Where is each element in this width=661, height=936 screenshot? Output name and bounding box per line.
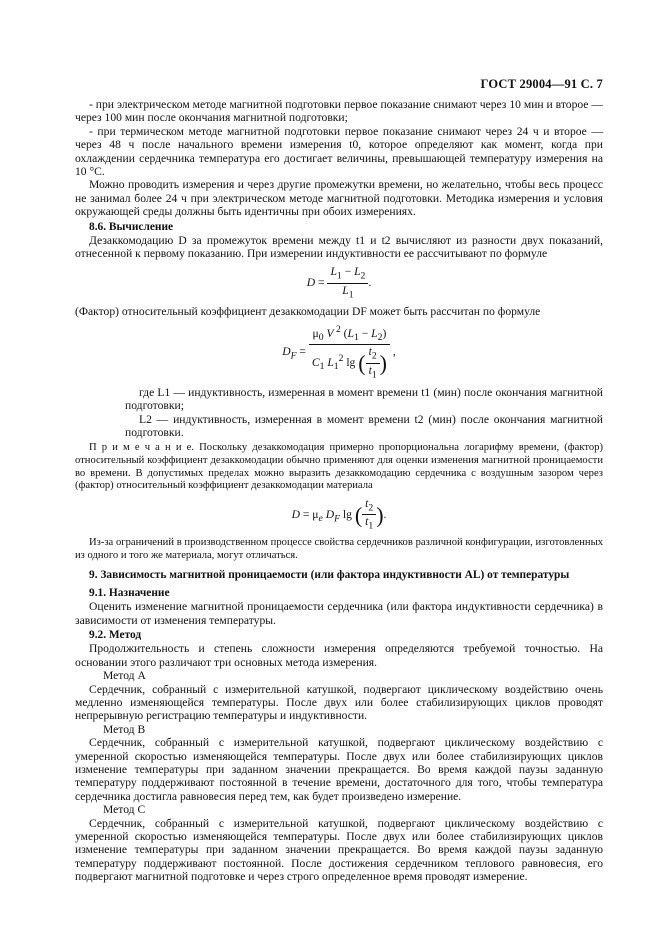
where-l2: L2 — индуктивность, измеренная в момент времени t2 (мин) после окончания магнитной подготовки. (125, 412, 603, 439)
section-heading-9-2: 9.2. Метод (89, 628, 142, 641)
formula-d-material: $D = \mu_e$ $D_F$ lg ( $\frac{t_2}{t_1}$ ). (291, 496, 387, 532)
paragraph: (Фактор) относительный коэффициент дезаккомодации DF может быть рассчитан по формуле (75, 305, 541, 319)
page-content (75, 98, 603, 884)
paragraph: - при термическом методе магнитной подготовки первое показание снимают через 24 ч и второе — через 48 ч после начального времени измерения t0, которое определяют как момент, когда при охлаждении сердечника температура его достигает величины, превышающей температуру измерения на 10 °С. (75, 124, 603, 179)
where-prefix: где (139, 385, 155, 399)
paragraph: Из-за ограничений в производственном процессе свойства сердечников различной конфигурации, изготовленных из одного и того же материала, могут отличаться. (75, 537, 603, 561)
paragraph: Продолжительность и степень сложности измерения определяются требуемой точностью. На основании этого различают три основных метода измерения. (75, 642, 603, 669)
paragraph: Оценить изменение магнитной проницаемости сердечника (или фактора индуктивности сердечника) в зависимости от изменения температуры. (75, 600, 603, 627)
paragraph: Сердечник, собранный с измерительной катушкой, подвергают циклическому воздействию очень медленно изменяющейся температуры. После двух или более стабилизирующих циклов проводят непрерывную регистрацию температуры и индуктивности. (75, 682, 603, 723)
paragraph: Сердечник, собранный с измерительной катушкой, подвергают циклическому воздействию с умеренной скоростью изменяющейся температуры. После двух или более стабилизирующих циклов изменение температуры при заданном значении прекращается. Во время каждой паузы заданную температуру поддерживают постоянной в течение времени, достаточного для того, чтобы температура сердечника достигла равновесия перед тем, как будет произведено измерение. (75, 736, 603, 803)
note: П р и м е ч а н и е. Поскольку дезаккомодация примерно пропорциональна логарифму времени, (фактор) относительный коэффициент дезаккомодации обычно применяют для оценки изменения магнитной проницаемости во времени. В допустимых пределах можно выразить дезаккомодацию сердечника с воздушным зазором через (фактор) относительный коэффициент дезаккомодации материала (75, 442, 603, 492)
paragraph: - при электрическом методе магнитной подготовки первое показание снимают через 10 мин и второе — через 100 мин после окончания магнитной подготовки; (75, 98, 603, 125)
section-heading-9: 9. Зависимость магнитной проницаемости (или фактора индуктивности AL) от температуры (89, 569, 570, 582)
where-l1 (75, 386, 603, 413)
paragraph: Можно проводить измерения и через другие промежутки времени, но желательно, чтобы весь процесс не занимал более 24 ч при электрическом методе магнитной подготовки. Методика измерения и условия окружающей среды должны быть идентичны при обоих измерениях. (75, 178, 603, 219)
section-heading-8-6: 8.6. Вычисление (89, 220, 174, 233)
paragraph: Дезаккомодацию D за промежуток времени между t1 и t2 вычисляют из разности двух показаний, отнесенной к первому показанию. При измерении индуктивности ее рассчитывают по формуле (75, 234, 603, 261)
section-heading-9-1: 9.1. Назначение (89, 586, 170, 599)
method-c-label: Метод С (103, 803, 146, 817)
where-text: L1 — индуктивность, измеренная в момент времени t1 (мин) после окончания магнитной подготовки; (125, 385, 603, 413)
page-header: ГОСТ 29004—91 С. 7 (480, 77, 603, 91)
formula-d: D = $\frac{L_1 - L_2}{L_1}$ . (306, 264, 372, 300)
paragraph: Сердечник, собранный с измерительной катушкой, подвергают циклическому воздействию с умеренной скоростью изменяющейся температуры. После двух или более стабилизирующих циклов изменение температуры при заданном значении прекращается. Во время каждой паузы заданную температуру поддерживают постоянной. После достижения сердечником теплового равновесия, его подвергают магнитной подготовке и через строго определенное время проводят измерение. (75, 816, 603, 884)
formula-df: $D_F$ = $\mu_0$ V $^2$ $(L_1 - L_2)$ $C_1$ $L_1^2$ lg ( $\frac{t_2}{t_1}$ ) , (282, 323, 396, 381)
method-b-label: Метод В (103, 722, 146, 736)
method-a-label: Метод А (103, 669, 146, 683)
